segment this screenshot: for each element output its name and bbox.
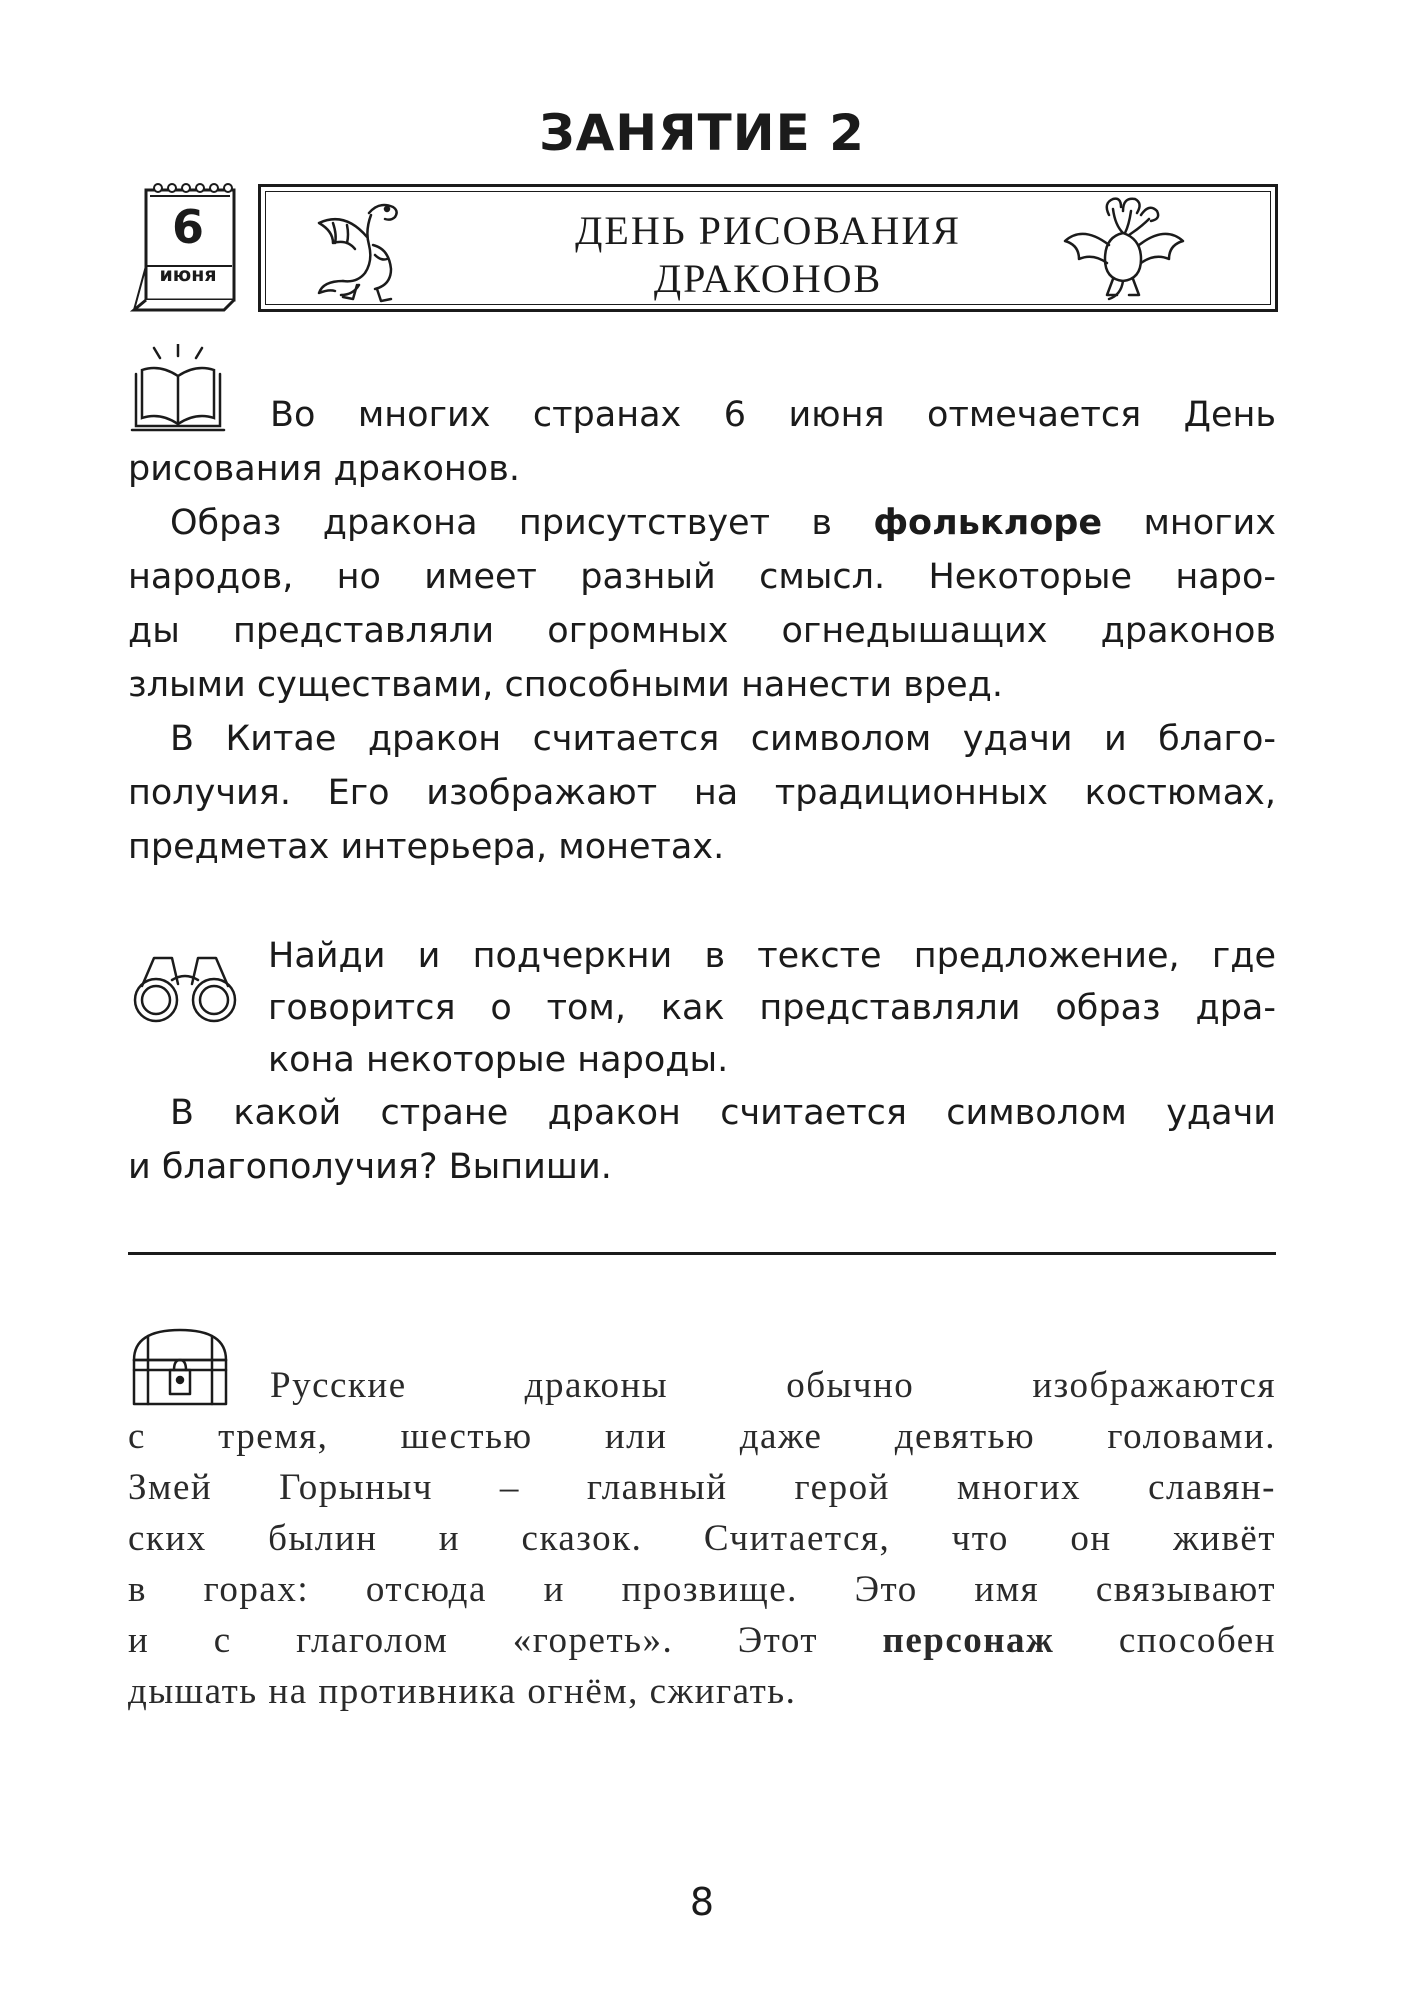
title-line-1: ДЕНЬ РИСОВАНИЯ — [575, 208, 961, 253]
paragraph-3 — [128, 712, 1276, 874]
paragraph-1 — [128, 388, 1276, 496]
paragraph-1-line-1: Во многих странах 6 июня отмечается День — [270, 395, 1276, 435]
term-folklore: фольклоре — [873, 503, 1103, 543]
info-line-1: Русские драконы обычно изображаются — [270, 1365, 1276, 1406]
answer-line[interactable] — [128, 1252, 1276, 1255]
paragraph-3-line-3: предметах интерьера, монетах. — [128, 827, 725, 867]
paragraph-2-line-2: народов, но имеет разный смысл. Некоторые наро- — [128, 557, 1276, 597]
paragraph-2-line-4: злыми существами, способными нанести вред. — [128, 665, 1003, 705]
calendar-month: июня — [159, 264, 217, 286]
task-instruction — [268, 930, 1276, 1086]
paragraph-3-line-2: получия. Его изображают на традиционных костюмах, — [128, 773, 1276, 813]
info-line-5: в горах: отсюда и прозвище. Это имя связывают — [128, 1569, 1276, 1610]
task-line-3: кона некоторые народы. — [268, 1040, 729, 1080]
info-line-6: и с глаголом «гореть». Этот персонаж способен — [128, 1620, 1276, 1661]
info-line-4: ских былин и сказок. Считается, что он живёт — [128, 1518, 1276, 1559]
question-line-1: В какой стране дракон считается символом удачи — [170, 1093, 1276, 1133]
paragraph-2 — [128, 496, 1276, 712]
calendar-icon — [128, 180, 246, 312]
question-line-2: и благополучия? Выпиши. — [128, 1147, 612, 1187]
page-number: 8 — [689, 1880, 715, 1924]
title-box — [258, 184, 1278, 312]
calendar-day: 6 — [171, 200, 204, 254]
paragraph-2-line-3: ды представляли огромных огнедышащих драконов — [128, 611, 1276, 651]
info-line-7: дышать на противника огнём, сжигать. — [128, 1671, 797, 1712]
info-line-3: Змей Горыныч – главный герой многих славян- — [128, 1467, 1276, 1508]
paragraph-2-line-1: Образ дракона присутствует в фольклоре многих — [170, 503, 1276, 543]
info-paragraph — [128, 1360, 1276, 1717]
paragraph-3-line-1: В Китае дракон считается символом удачи и благо- — [170, 719, 1276, 759]
binoculars-icon — [128, 950, 242, 1024]
term-character: персонаж — [882, 1620, 1055, 1661]
paragraph-1-line-2: рисования драконов. — [128, 449, 520, 489]
info-line-2: с тремя, шестью или даже девятью головами. — [128, 1416, 1276, 1457]
task-line-1: Найди и подчеркни в тексте предложение, где — [268, 936, 1276, 976]
lesson-title: ЗАНЯТИЕ 2 — [539, 104, 865, 162]
task-question — [128, 1086, 1276, 1194]
task-line-2: говорится о том, как представляли образ дра- — [268, 988, 1276, 1028]
three-headed-dragon-icon — [1061, 195, 1185, 305]
title-line-2: ДРАКОНОВ — [653, 256, 883, 301]
